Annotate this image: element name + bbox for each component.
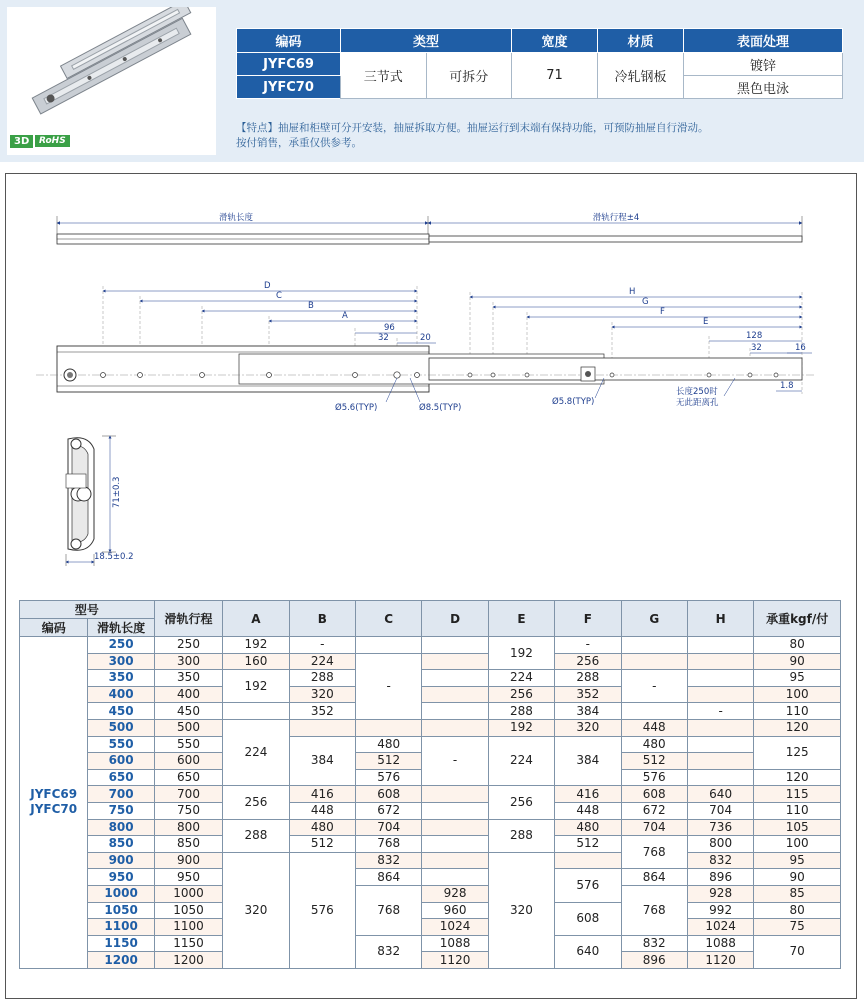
load-cell: 115 [754,786,841,803]
load-cell: 110 [754,802,841,819]
label-32b: 32 [751,343,762,353]
stroke-cell: 1050 [154,902,222,919]
header-stroke: 滑轨行程 [154,601,222,637]
badge-rohs: RoHS [35,135,70,147]
g-cell [621,703,687,720]
load-cell: 90 [754,653,841,670]
e-cell: 192 [488,719,554,736]
g-cell: 448 [621,719,687,736]
h-cell [687,753,753,770]
c-cell: 832 [355,935,421,968]
header-H: H [687,601,753,637]
b-cell: 352 [289,703,355,720]
a-cell: 192 [223,637,289,654]
label-E: E [703,317,709,327]
d-cell [422,719,488,736]
label-rail-stroke: 滑轨行程±4 [592,213,640,223]
feature-line-2: 按付销售，承重仅供参考。 [236,137,362,149]
stroke-cell: 700 [154,786,222,803]
d-cell [422,836,488,853]
h-cell: 1120 [687,952,753,969]
d-cell [422,653,488,670]
a-cell: 256 [223,786,289,819]
f-cell [555,852,621,869]
table-row [20,719,841,736]
d-cell: - [422,736,488,786]
label-96: 96 [384,323,395,333]
f-cell: 608 [555,902,621,935]
product-photo [7,7,216,155]
length-cell: 350 [88,670,154,687]
data-header-row-1 [20,601,841,619]
load-cell: 125 [754,736,841,769]
rail-top-view-inner [429,236,802,242]
length-cell: 1050 [88,902,154,919]
f-cell: 640 [555,935,621,968]
e-cell: 256 [488,686,554,703]
header-F: F [555,601,621,637]
label-32a: 32 [378,333,389,343]
length-cell: 600 [88,753,154,770]
c-cell: 832 [355,852,421,869]
stroke-cell: 400 [154,686,222,703]
load-cell: 100 [754,836,841,853]
load-cell: 110 [754,703,841,720]
f-cell: 576 [555,869,621,902]
g-cell: 480 [621,736,687,753]
table-row [20,653,841,670]
label-A: A [342,311,348,321]
h-cell: 832 [687,852,753,869]
spec-finish-2: 黑色电泳 [684,76,843,99]
table-row [20,952,841,969]
d-cell [422,819,488,836]
header-C: C [355,601,421,637]
f-cell: 448 [555,802,621,819]
b-cell: 224 [289,653,355,670]
length-cell: 850 [88,836,154,853]
a-cell: 288 [223,819,289,852]
table-row [20,919,841,936]
table-row [20,736,841,753]
f-cell: - [555,637,621,654]
d-cell [422,703,488,720]
f-cell: 416 [555,786,621,803]
spec-code-1: JYFC69 [237,53,341,76]
g-cell: 832 [621,935,687,952]
model-code-cell [20,637,88,969]
load-cell: 95 [754,852,841,869]
length-cell: 550 [88,736,154,753]
g-cell: 608 [621,786,687,803]
rail-side-view [36,346,816,392]
length-cell: 950 [88,869,154,886]
stroke-cell: 600 [154,753,222,770]
stroke-cell: 300 [154,653,222,670]
h-cell [687,653,753,670]
h-cell [687,637,753,654]
label-128: 128 [746,331,763,341]
b-cell: 576 [289,852,355,968]
e-cell: 192 [488,637,554,670]
g-cell: 896 [621,952,687,969]
table-row [20,935,841,952]
stroke-cell: 1100 [154,919,222,936]
size-data-table [19,600,841,969]
header-load: 承重kgf/付 [754,601,841,637]
profile-width-label: 18.5±0.2 [94,552,134,562]
stroke-cell: 350 [154,670,222,687]
a-cell [223,703,289,720]
table-row [20,869,841,886]
h-cell: 928 [687,885,753,902]
spec-width: 71 [512,53,598,99]
c-cell: 768 [355,885,421,935]
length-cell: 800 [88,819,154,836]
header-model-group: 型号 [20,601,155,619]
h-cell: 896 [687,869,753,886]
c-cell: 768 [355,836,421,853]
load-cell: 105 [754,819,841,836]
stroke-cell: 750 [154,802,222,819]
stroke-cell: 650 [154,769,222,786]
spec-type1: 三节式 [341,53,427,99]
length-cell: 1100 [88,919,154,936]
f-cell: 480 [555,819,621,836]
load-cell: 80 [754,902,841,919]
spec-header-finish: 表面处理 [684,29,843,53]
label-D: D [264,281,271,291]
b-cell: 512 [289,836,355,853]
d-cell [422,786,488,803]
spec-header-code: 编码 [237,29,341,53]
b-cell: 288 [289,670,355,687]
g-cell: 864 [621,869,687,886]
b-cell: 384 [289,736,355,786]
d-cell [422,852,488,869]
load-cell: 95 [754,670,841,687]
table-row [20,802,841,819]
c-cell: 704 [355,819,421,836]
g-cell: 512 [621,753,687,770]
h-cell: 992 [687,902,753,919]
spec-code-2: JYFC70 [237,76,341,99]
model-code-1: JYFC69 [30,787,78,802]
label-16: 16 [795,343,806,353]
header-D: D [422,601,488,637]
g-cell: 768 [621,885,687,935]
stroke-cell: 900 [154,852,222,869]
f-cell: 256 [555,653,621,670]
g-cell: 768 [621,836,687,869]
d-cell: 1088 [422,935,488,952]
b-cell: 480 [289,819,355,836]
e-cell: 256 [488,786,554,819]
h-cell: - [687,703,753,720]
h-cell [687,719,753,736]
spec-table [236,28,843,99]
table-row [20,902,841,919]
f-cell: 384 [555,703,621,720]
product-header [0,0,864,162]
table-row [20,686,841,703]
stroke-cell: 1000 [154,885,222,902]
feature-text [236,121,709,151]
hole-85-label: Ø8.5(TYP) [419,403,462,413]
d-cell: 1024 [422,919,488,936]
table-row [20,786,841,803]
c-cell [355,719,421,736]
load-cell: 90 [754,869,841,886]
load-cell: 70 [754,935,841,968]
length-cell: 1000 [88,885,154,902]
stroke-cell: 850 [154,836,222,853]
c-cell [355,637,421,654]
length-cell: 700 [88,786,154,803]
badge-3d: 3D [10,135,33,148]
hole-56-label: Ø5.6(TYP) [335,403,378,413]
hole-58-label: Ø5.8(TYP) [552,397,595,407]
label-1-8: 1.8 [780,381,794,391]
header-code: 编码 [20,619,88,637]
table-row [20,703,841,720]
e-cell: 288 [488,819,554,852]
stroke-cell: 1200 [154,952,222,969]
h-cell: 736 [687,819,753,836]
b-cell [289,719,355,736]
a-cell: 192 [223,670,289,703]
table-row [20,852,841,869]
load-cell: 100 [754,686,841,703]
stroke-cell: 450 [154,703,222,720]
length-cell: 450 [88,703,154,720]
h-cell: 704 [687,802,753,819]
d-cell [422,686,488,703]
e-cell: 288 [488,703,554,720]
label-F: F [660,307,665,317]
d-cell [422,869,488,886]
d-cell: 960 [422,902,488,919]
spec-finish-1: 镀锌 [684,53,843,76]
table-row [20,885,841,902]
e-cell: 224 [488,736,554,786]
b-cell: 416 [289,786,355,803]
spec-type2: 可拆分 [426,53,512,99]
d-cell: 928 [422,885,488,902]
label-B: B [308,301,314,311]
label-H: H [629,287,636,297]
stroke-cell: 550 [154,736,222,753]
d-cell [422,802,488,819]
note-line-2: 无此距离孔 [676,398,719,408]
spec-material: 冷轧钢板 [598,53,684,99]
c-cell: 672 [355,802,421,819]
header-G: G [621,601,687,637]
length-cell: 750 [88,802,154,819]
length-cell: 650 [88,769,154,786]
spec-row-1 [237,53,843,76]
label-C: C [276,291,282,301]
table-row [20,670,841,687]
length-cell: 300 [88,653,154,670]
slide-rail-illustration [7,7,216,155]
model-code-2: JYFC70 [30,802,78,817]
header-E: E [488,601,554,637]
c-cell: 512 [355,753,421,770]
e-cell: 320 [488,852,554,968]
c-cell: 576 [355,769,421,786]
length-cell: 1200 [88,952,154,969]
header-A: A [223,601,289,637]
label-20: 20 [420,333,431,343]
e-cell: 224 [488,670,554,687]
table-row [20,836,841,853]
note-line-1: 长度250时 [676,387,718,397]
g-cell: 672 [621,802,687,819]
f-cell: 320 [555,719,621,736]
table-row [20,819,841,836]
length-cell: 500 [88,719,154,736]
load-cell: 85 [754,885,841,902]
f-cell: 384 [555,736,621,786]
g-cell: - [621,670,687,703]
stroke-cell: 250 [154,637,222,654]
spec-header-width: 宽度 [512,29,598,53]
h-cell [687,670,753,687]
h-cell [687,686,753,703]
a-cell: 320 [223,852,289,968]
stroke-cell: 1150 [154,935,222,952]
load-cell: 120 [754,769,841,786]
load-cell: 120 [754,719,841,736]
d-cell [422,670,488,687]
a-cell: 160 [223,653,289,670]
d-cell [422,637,488,654]
label-rail-length: 滑轨长度 [218,213,254,223]
a-cell: 224 [223,719,289,785]
c-cell: 608 [355,786,421,803]
h-cell: 1024 [687,919,753,936]
h-cell: 800 [687,836,753,853]
table-row [20,637,841,654]
stroke-cell: 500 [154,719,222,736]
length-cell: 1150 [88,935,154,952]
d-cell: 1120 [422,952,488,969]
h-cell [687,769,753,786]
load-cell: 75 [754,919,841,936]
header-B: B [289,601,355,637]
c-cell: - [355,653,421,719]
spec-header-type: 类型 [341,29,512,53]
b-cell: 320 [289,686,355,703]
f-cell: 512 [555,836,621,853]
g-cell: 576 [621,769,687,786]
h-cell: 640 [687,786,753,803]
f-cell: 288 [555,670,621,687]
g-cell [621,637,687,654]
h-cell: 1088 [687,935,753,952]
c-cell: 864 [355,869,421,886]
length-cell: 250 [88,637,154,654]
feature-line-1: 【特点】抽屉和柜壁可分开安装，抽屉拆取方便。抽屉运行到末端有保持功能，可预防抽屉自行滑动。 [236,122,709,134]
spec-header-row [237,29,843,53]
length-cell: 900 [88,852,154,869]
profile-height-label: 71±0.3 [112,476,122,508]
b-cell: 448 [289,802,355,819]
stroke-cell: 950 [154,869,222,886]
c-cell: 480 [355,736,421,753]
length-cell: 400 [88,686,154,703]
rail-profile-section [66,438,94,551]
stroke-cell: 800 [154,819,222,836]
label-G: G [642,297,649,307]
h-cell [687,736,753,753]
b-cell: - [289,637,355,654]
f-cell: 352 [555,686,621,703]
g-cell: 704 [621,819,687,836]
header-length: 滑轨长度 [88,619,154,637]
g-cell [621,653,687,670]
spec-header-material: 材质 [598,29,684,53]
load-cell: 80 [754,637,841,654]
